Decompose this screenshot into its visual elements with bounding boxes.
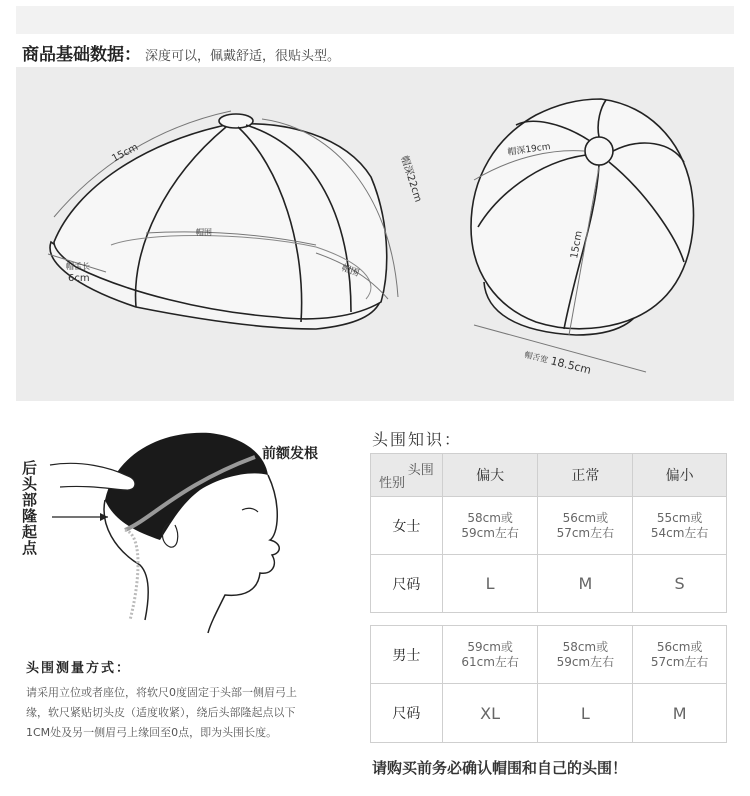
men-range-normal: 58cm或 59cm左右 [538,626,633,684]
men-size-large: XL [442,684,538,743]
top-length-label: 15cm [569,230,585,260]
men-size-normal: L [538,684,633,743]
brim-width-value: 18.5cm [549,354,593,377]
column-header-small: 偏小 [633,454,727,497]
women-range-small: 55cm或 54cm左右 [633,497,727,555]
side-inner-circumference-label: 帽围 [196,228,212,237]
brim-width-label: 帽舌宽 [523,350,549,365]
men-range-large: 59cm或 61cm左右 [442,626,538,684]
brim-length-value: 6cm [68,273,90,284]
section-header [22,40,340,65]
section-title: 商品基础数据： [22,45,141,65]
corner-bottom-label: 性别 [379,476,406,491]
side-view-hat [50,114,387,329]
men-size-row [371,684,727,743]
women-size-normal: M [538,555,633,613]
column-header-large: 偏大 [442,454,538,497]
size-table-title: 头围知识： [372,430,463,449]
brim-length-label: 帽舌长 [66,262,90,271]
measure-method-text: 请采用立位或者座位，将软尺0度固定于头部一侧眉弓上缘，软尺紧贴切头皮（适度收紧），绕后头部隆起点以下1CM处及另一侧眉弓上缘回至0点，即为头围长度。 [26,686,297,739]
women-size-small: S [633,555,727,613]
eye-shape [242,508,258,512]
side-depth-label: 帽深22cm [398,154,424,204]
top-depth-label: 帽深19cm [507,142,552,158]
section-description: 深度可以，佩戴舒适，很贴头型。 [145,49,341,64]
men-size-label: 尺码 [371,684,443,743]
men-range-row [371,626,727,684]
corner-header-cell [371,454,443,497]
women-range-large: 58cm或 59cm左右 [442,497,538,555]
women-size-table [370,453,727,613]
size-table-header-row [371,454,727,497]
women-size-large: L [442,555,538,613]
forehead-hairline-label: 前额发根 [262,446,318,462]
hat-diagrams-svg [16,67,734,401]
column-header-normal: 正常 [538,454,633,497]
women-size-label: 尺码 [371,555,443,613]
women-row-label: 女士 [371,497,443,555]
side-circumference-label: 帽围 [339,263,361,279]
women-range-normal: 56cm或 57cm左右 [538,497,633,555]
measure-method-title: 头围测量方式： [26,661,132,676]
side-top-length-label: 15cm [110,141,141,165]
corner-top-label: 头围 [407,463,434,478]
purchase-notice: 请购买前务必确认帽围和自己的头围！ [372,759,628,777]
men-range-small: 56cm或 57cm左右 [633,626,727,684]
top-view-hat [471,99,693,335]
top-banner-strip [16,6,734,34]
men-size-table [370,625,727,743]
occipital-point-label: 后头部隆起点 [22,459,38,557]
ear-shape [163,523,178,547]
women-size-row [371,555,727,613]
men-size-small: M [633,684,727,743]
hat-diagram-panel [16,67,734,401]
men-row-label: 男士 [371,626,443,684]
women-range-row [371,497,727,555]
tape-measure-hanging [125,530,138,620]
